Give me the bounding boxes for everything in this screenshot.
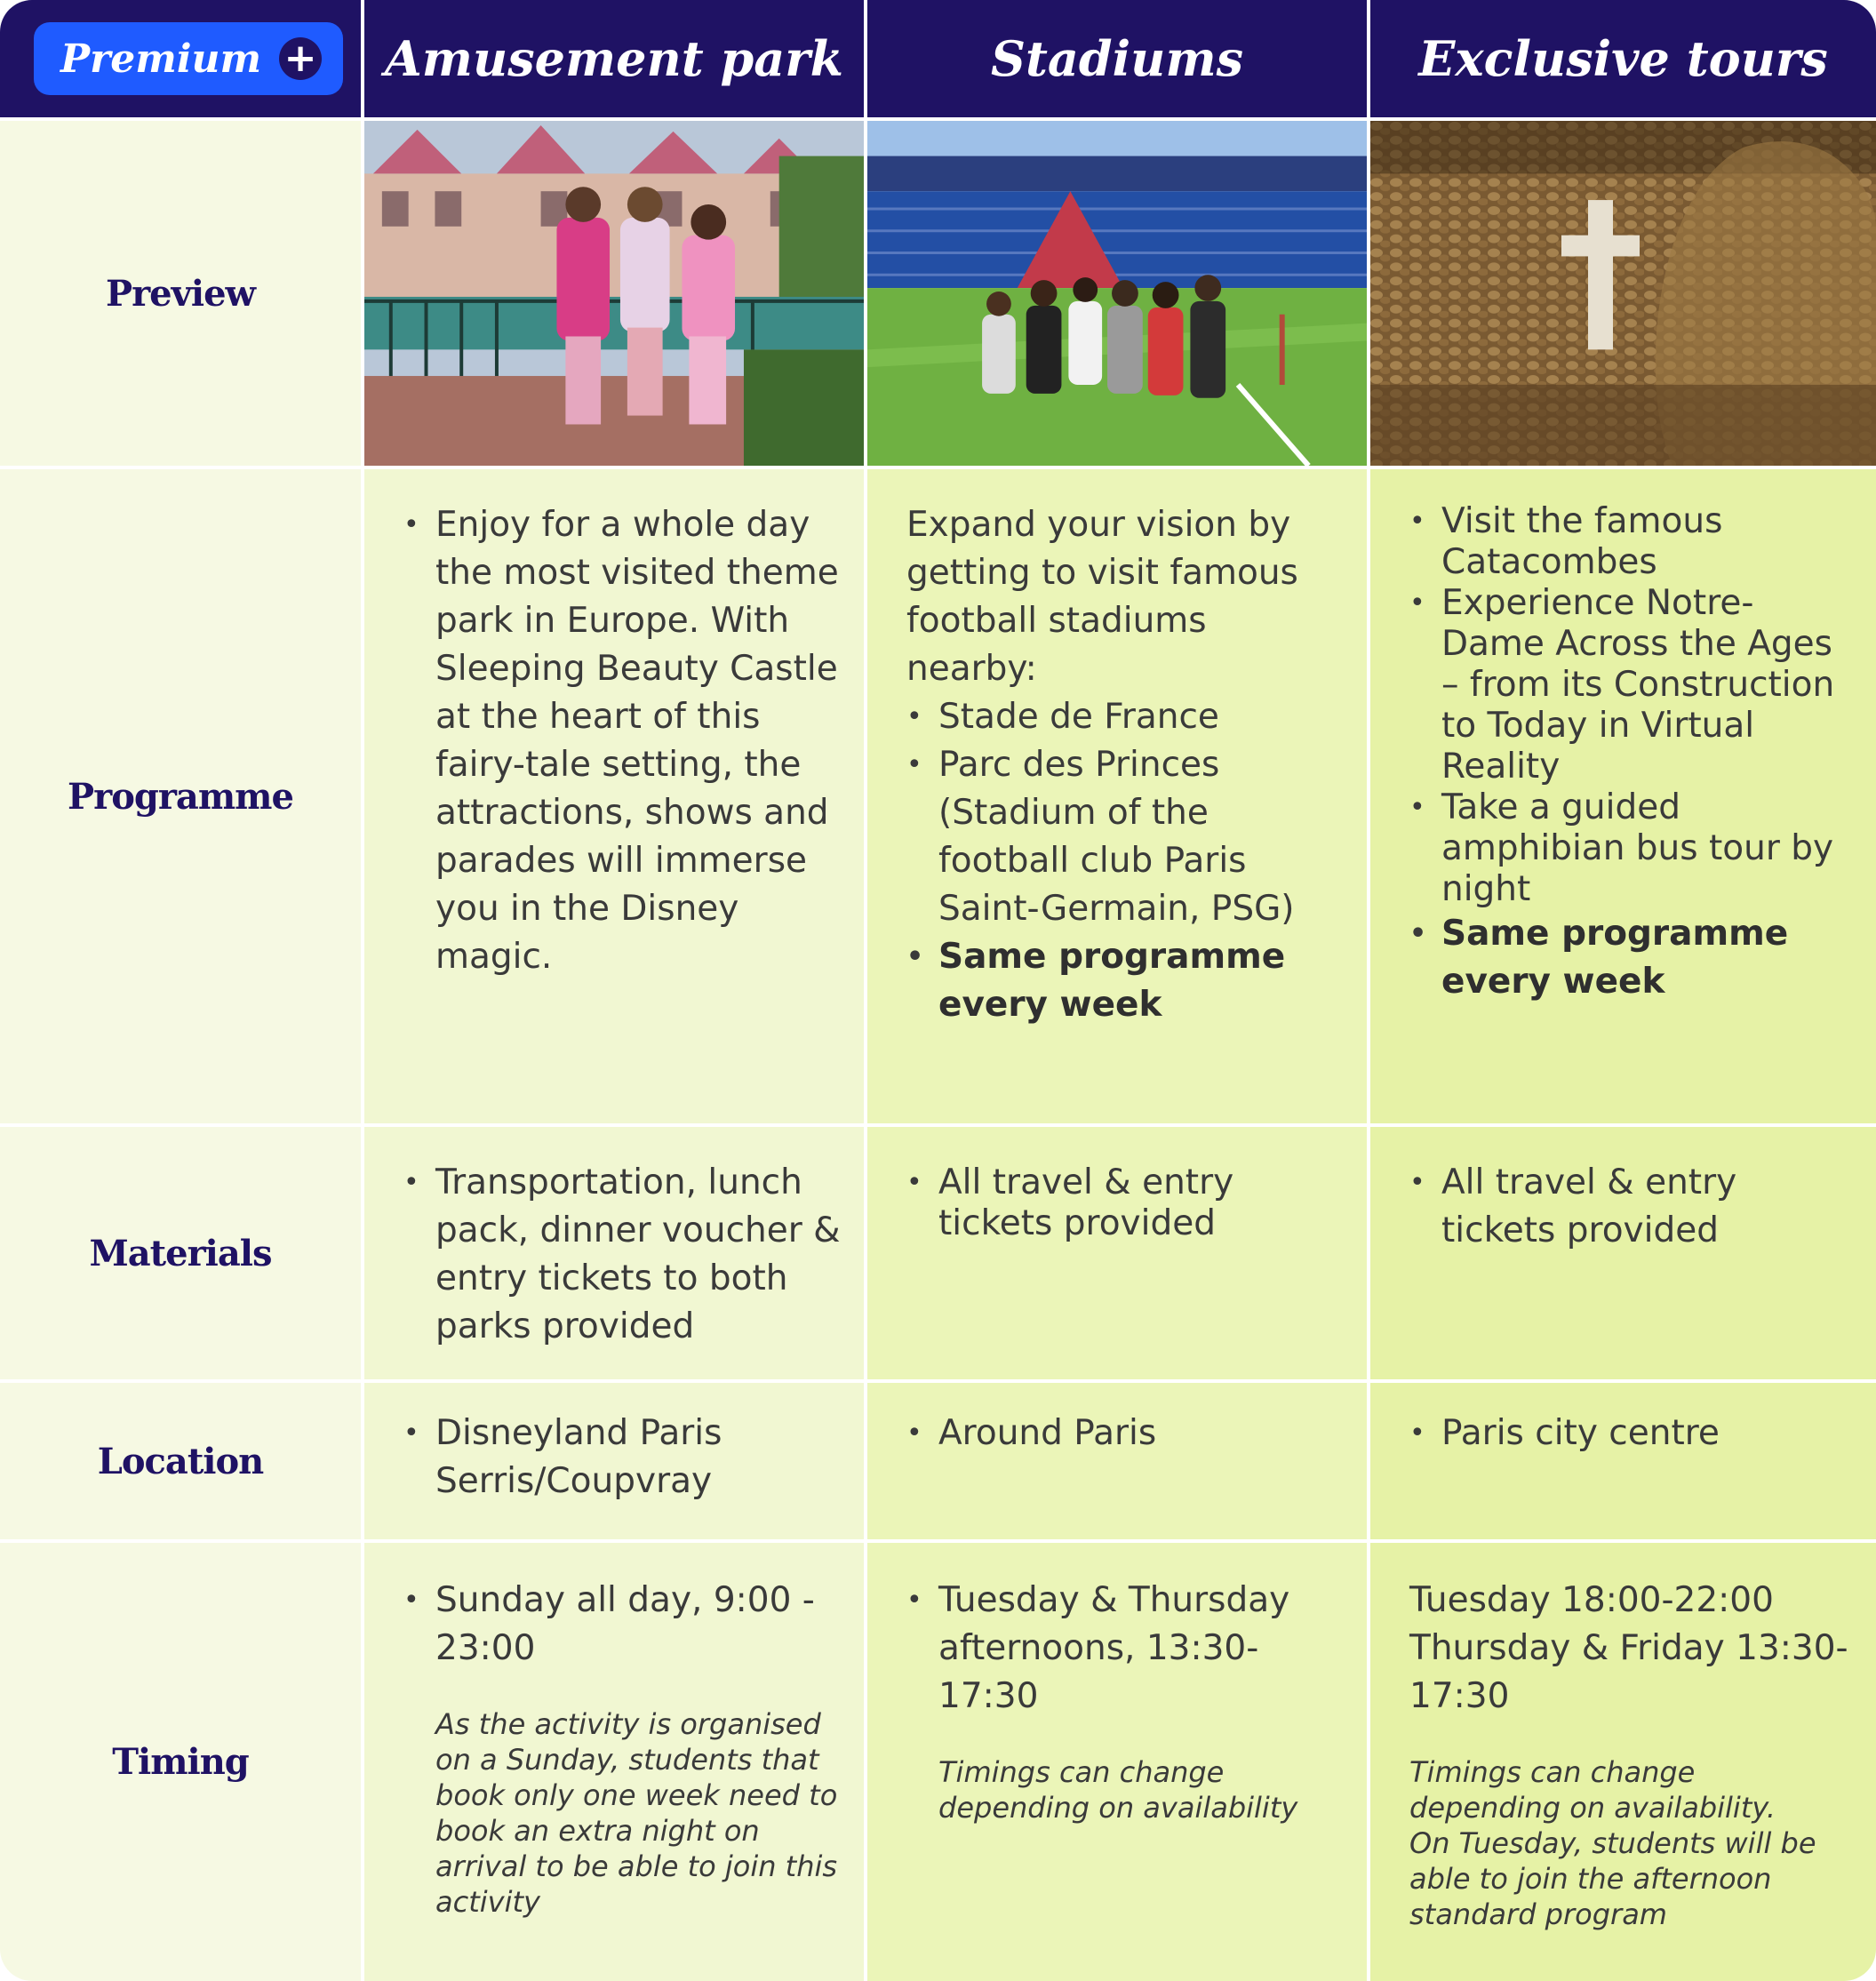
premium-badge xyxy=(34,22,343,95)
row-label-programme: Programme xyxy=(0,469,364,1127)
column-header-amusement-park: Amusement park xyxy=(364,0,867,121)
materials-stadiums xyxy=(867,1127,1370,1383)
football-pitch-photo xyxy=(867,121,1367,466)
programme-stadiums-item: • Parc des Princes (Stadium of the football club Paris Saint-Germain, PSG) xyxy=(906,741,1344,933)
programme-stadiums xyxy=(867,469,1370,1127)
premium-label: Premium xyxy=(60,36,262,82)
disney-hotel-photo xyxy=(364,121,864,466)
timing-amusement-note: As the activity is organised on a Sunday, students that book only one week need to book an extra night on arrival to be able to join this activity xyxy=(435,1707,838,1919)
timing-amusement-park xyxy=(364,1543,867,1981)
timing-amusement-main: • Sunday all day, 9:00 - 23:00 xyxy=(403,1577,841,1673)
programme-tours-item: • Take a guided amphibian bus tour by night xyxy=(1409,787,1853,910)
location-tours-item: • Paris city centre xyxy=(1409,1410,1853,1458)
programme-exclusive-tours xyxy=(1370,469,1876,1127)
plus-icon: + xyxy=(279,37,322,80)
materials-exclusive-tours xyxy=(1370,1127,1876,1383)
location-stadiums-item: • Around Paris xyxy=(906,1410,1344,1458)
timing-tours-line2: Thursday & Friday 13:30-17:30 xyxy=(1409,1628,1848,1716)
catacombs-photo xyxy=(1370,121,1876,466)
programme-stadiums-bold-item: • Same programme every week xyxy=(906,933,1344,1029)
location-amusement-park xyxy=(364,1383,867,1543)
preview-image-exclusive-tours xyxy=(1370,121,1876,469)
programme-tours-bold-item: • Same programme every week xyxy=(1409,910,1853,1006)
row-label-location: Location xyxy=(0,1383,364,1543)
location-amusement-item: • Disneyland Paris Serris/Coupvray xyxy=(403,1410,841,1506)
materials-stadiums-item: • All travel & entry tickets provided xyxy=(906,1162,1344,1244)
timing-tours-line1: Tuesday 18:00-22:00 xyxy=(1409,1580,1774,1620)
programme-amusement-park xyxy=(364,469,867,1127)
materials-tours-item: • All travel & entry tickets provided xyxy=(1409,1159,1853,1255)
timing-tours-note2: On Tuesday, students will be able to join the afternoon standard program xyxy=(1409,1826,1816,1931)
timing-stadiums xyxy=(867,1543,1370,1981)
materials-amusement-item: • Transportation, lunch pack, dinner voucher & entry tickets to both parks provided xyxy=(403,1159,841,1351)
row-label-materials: Materials xyxy=(0,1127,364,1383)
row-label-timing: Timing xyxy=(0,1543,364,1981)
timing-stadiums-main: • Tuesday & Thursday afternoons, 13:30-17:30 xyxy=(906,1577,1344,1721)
programme-stadiums-intro: Expand your vision by getting to visit famous football stadiums nearby: xyxy=(906,505,1298,689)
row-label-preview: Preview xyxy=(0,121,364,469)
programme-tours-item: • Visit the famous Catacombes xyxy=(1409,501,1853,583)
location-stadiums xyxy=(867,1383,1370,1543)
timing-stadiums-note: Timings can change depending on availability xyxy=(938,1755,1298,1825)
column-header-stadiums: Stadiums xyxy=(867,0,1370,121)
timing-exclusive-tours xyxy=(1370,1543,1876,1981)
column-header-exclusive-tours: Exclusive tours xyxy=(1370,0,1876,121)
preview-image-amusement-park xyxy=(364,121,867,469)
programme-tours-item: • Experience Notre-Dame Across the Ages – from its Construction to Today in Virtual Reality xyxy=(1409,583,1853,787)
programme-stadiums-item: • Stade de France xyxy=(906,693,1344,741)
programme-amusement-item: • Enjoy for a whole day the most visited theme park in Europe. With Sleeping Beauty Castle at the heart of this fairy-tale setting, the attractions, shows and parades will immerse you in the Disney magic. xyxy=(403,501,841,981)
timing-tours-note1: Timings can change depending on availability. xyxy=(1409,1755,1776,1825)
location-exclusive-tours xyxy=(1370,1383,1876,1543)
header-corner xyxy=(0,0,364,121)
preview-image-stadiums xyxy=(867,121,1370,469)
materials-amusement-park xyxy=(364,1127,867,1383)
